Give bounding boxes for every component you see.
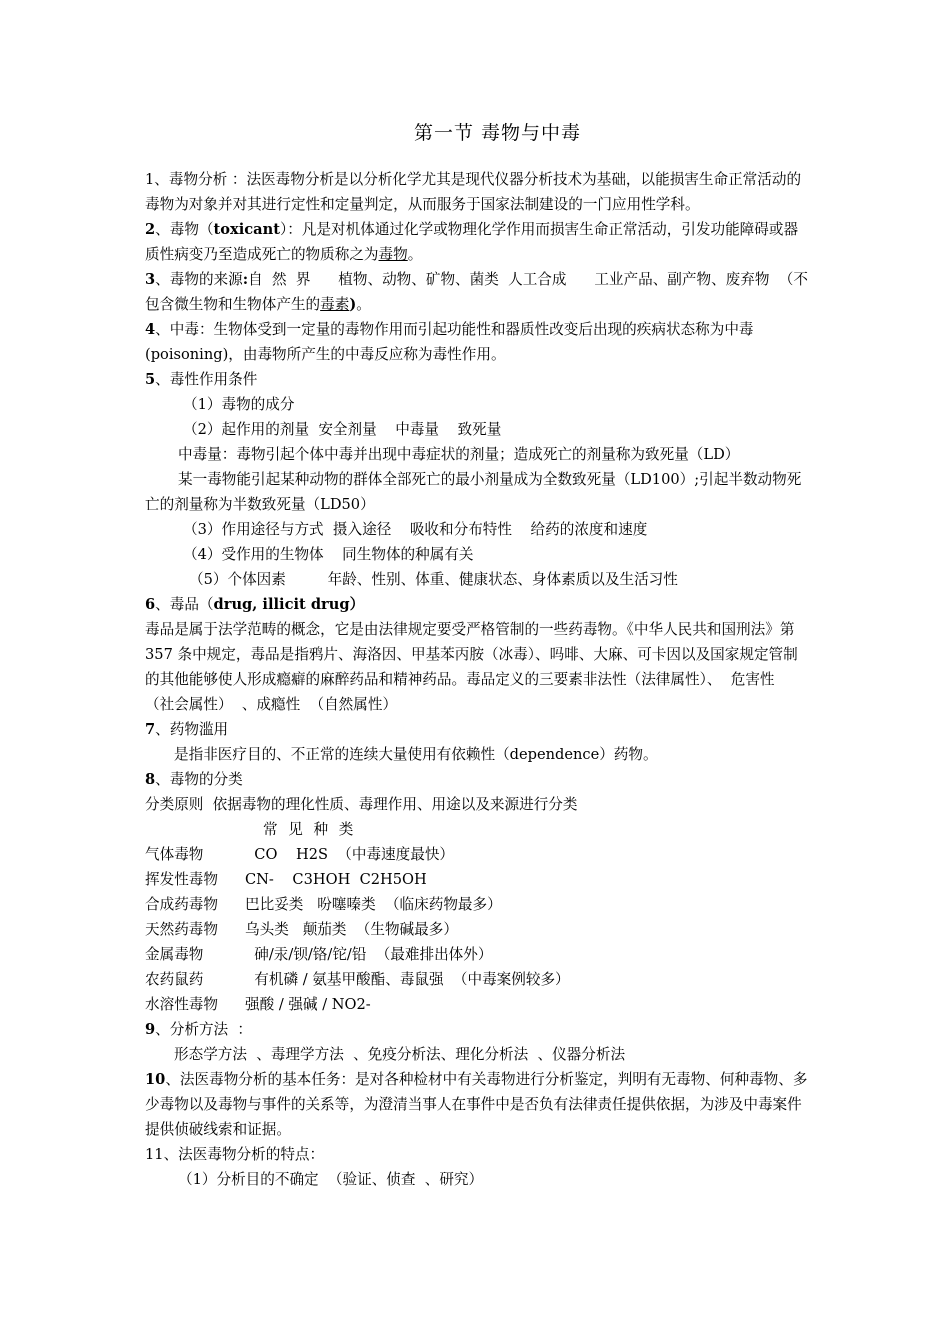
section-9-heading: 9、分析方法 ： [145,1021,252,1038]
section-7-heading: 7、药物滥用 [145,721,229,738]
poison-category-examples: 巴比妥类 吩噻嗪类 （临床药物最多） [245,896,502,913]
poison-category-list [145,842,810,1017]
poison-category-name: 水溶性毒物 [145,996,218,1013]
section-5-line-6: （4）受作用的生物体 同生物体的种属有关 [183,546,474,563]
poison-category-row [145,867,810,892]
poison-category-row [145,892,810,917]
page-title: 第一节 毒物与中毒 [413,122,582,144]
poison-category-examples: 砷/汞/钡/铬/铊/铅 （最难排出体外） [245,946,493,963]
section-8-heading: 8、毒物的分类 [145,771,243,788]
poison-category-row [145,992,810,1017]
poison-category-examples: CN- C3HOH C2H5OH [245,871,427,888]
section-5-line-7: （5）个体因素 年龄、性别、体重、健康状态、身体素质以及生活习性 [189,571,678,588]
section-5-line-1: （1）毒物的成分 [183,396,295,413]
poison-category-row [145,942,810,967]
section-5-line-3: 中毒量：毒物引起个体中毒并出现中毒症状的剂量；造成死亡的剂量称为致死量（LD） [178,446,740,463]
poison-category-name: 农药鼠药 [145,971,204,988]
section-8-column-heading: 常 见 种 类 [263,821,357,838]
poison-category-name: 天然药毒物 [145,921,218,938]
section-8-principle: 分类原则 依据毒物的理化性质、毒理作用、用途以及来源进行分类 [145,796,578,813]
poison-category-examples: 乌头类 颠茄类 （生物碱最多） [245,921,458,938]
poison-category-examples: 强酸 / 强碱 / NO2- [245,996,371,1013]
section-3: 3、毒物的来源:自 然 界 植物、动物、矿物、菌类 人工合成 工业产品、副产物、废弃物 （不包含微生物和生物体产生的毒素)。 [145,271,808,313]
section-4: 4、中毒：生物体受到一定量的毒物作用而引起功能性和器质性改变后出现的疾病状态称为中毒(poisoning)，由毒物所产生的中毒反应称为毒性作用。 [145,321,754,363]
section-1: 1、毒物分析 ：法医毒物分析是以分析化学尤其是现代仪器分析技术为基础，以能损害生命正常活动的毒物为对象并对其进行定性和定量判定，从而服务于国家法制建设的一门应用性学科。 [145,171,802,213]
poison-category-examples: CO H2S （中毒速度最快） [245,846,455,863]
section-11-heading: 11、法医毒物分析的特点： [145,1146,325,1163]
poison-category-name: 金属毒物 [145,946,204,963]
section-10: 10、法医毒物分析的基本任务：是对各种检材中有关毒物进行分析鉴定，判明有无毒物、何种毒物、多少毒物以及毒物与事件的关系等，为澄清当事人在事件中是否负有法律责任提供依据，为涉及中毒案件提供侦破线索和证据。 [145,1071,808,1138]
section-5-line-2: （2）起作用的剂量 安全剂量 中毒量 致死量 [183,421,502,438]
poison-category-row [145,967,810,992]
section-9-body: 形态学方法 、毒理学方法 、免疫分析法、理化分析法 、仪器分析法 [174,1046,626,1063]
section-6-heading: 6、毒品（drug, illicit drug） [145,596,365,613]
section-2: 2、毒物（toxicant）：凡是对机体通过化学或物理化学作用而损害生命正常活动，引发功能障碍或器质性病变乃至造成死亡的物质称之为毒物。 [145,221,799,263]
poison-category-name: 挥发性毒物 [145,871,218,888]
poison-category-examples: 有机磷 / 氨基甲酸酯、毒鼠强 （中毒案例较多） [245,971,570,988]
section-6-body: 毒品是属于法学范畴的概念，它是由法律规定要受严格管制的一些药毒物。《中华人民共和国刑法》第 357 条中规定，毒品是指鸦片、海洛因、甲基苯丙胺（冰毒）、吗啡、大麻、可卡因以及国家规定管制的其他能够使人形成瘾癖的麻醉药品和精神药品。毒品定义的三要素非法性（法律属性）、 危害性 （社会属性） 、成瘾性 （自然属性） [145,621,800,713]
section-5-heading: 5、毒性作用条件 [145,371,258,388]
poison-category-row [145,842,810,867]
poison-category-name: 气体毒物 [145,846,204,863]
poison-category-name: 合成药毒物 [145,896,218,913]
section-7-body: 是指非医疗目的、不正常的连续大量使用有依赖性（dependence）药物。 [174,746,658,763]
section-5-line-4: 某一毒物能引起某种动物的群体全部死亡的最小剂量成为全数致死量（LD100）;引起半数动物死亡的剂量称为半数致死量（LD50） [145,471,802,513]
section-11-line-1: （1）分析目的不确定 （验证、侦查 、研究） [178,1171,484,1188]
section-5-line-5: （3）作用途径与方式 摄入途径 吸收和分布特性 给药的浓度和速度 [183,521,648,538]
document-page [145,118,810,1192]
poison-category-row [145,917,810,942]
